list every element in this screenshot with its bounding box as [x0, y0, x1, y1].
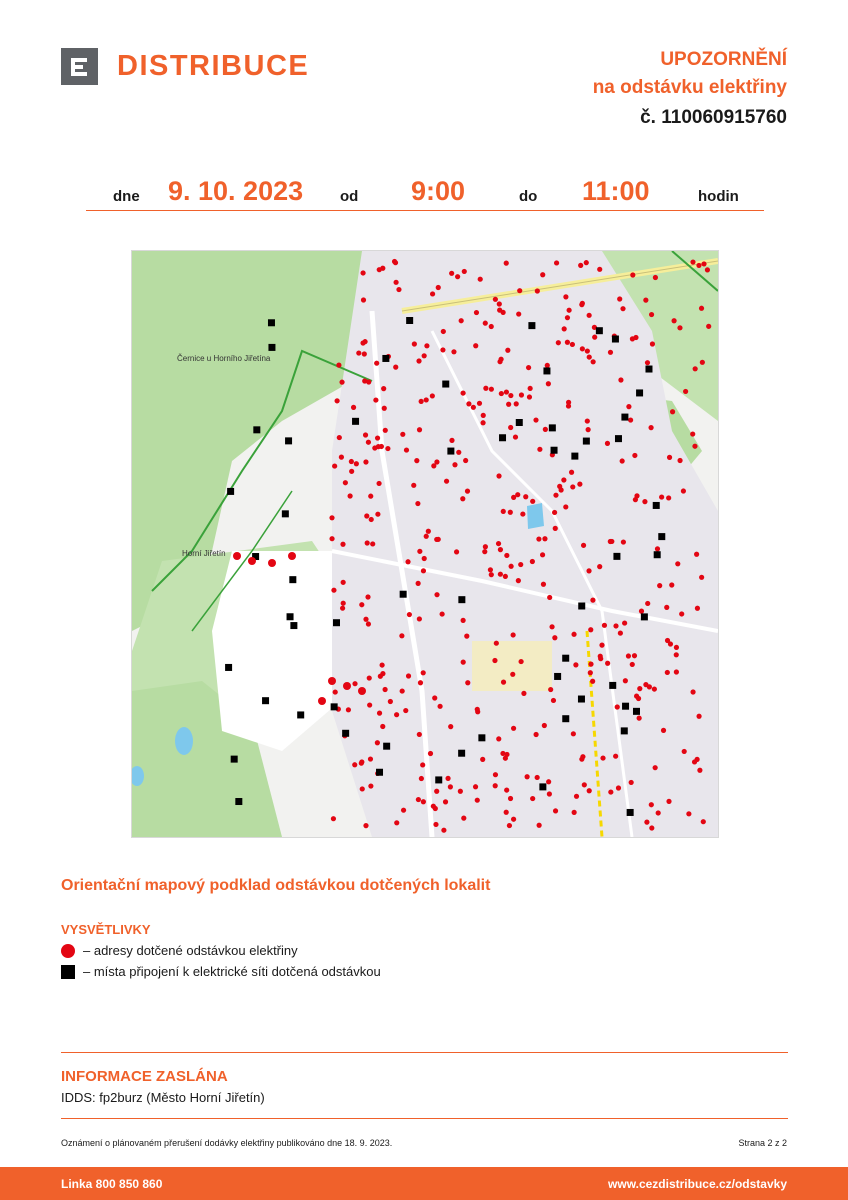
from-label: od — [340, 188, 359, 205]
map-label-cernice: Černice u Horního Jiřetína — [177, 354, 271, 363]
divider — [61, 1052, 788, 1053]
hotline: Linka 800 850 860 — [61, 1177, 163, 1191]
outage-map — [131, 250, 719, 838]
info-title: INFORMACE ZASLÁNA — [61, 1068, 228, 1085]
outage-date: 9. 10. 2023 — [168, 176, 304, 206]
hours-label: hodin — [698, 188, 739, 205]
legend-item-addresses — [61, 943, 298, 958]
website-link[interactable]: www.cezdistribuce.cz/odstavky — [608, 1177, 787, 1191]
time-to: 11:00 — [582, 176, 650, 206]
to-label: do — [519, 188, 538, 205]
divider — [61, 1118, 788, 1119]
legend-item-connections — [61, 964, 381, 979]
cez-logo-icon — [61, 48, 98, 85]
info-recipient: IDDS: fp2burz (Město Horní Jiřetín) — [61, 1090, 265, 1105]
outage-schedule — [86, 172, 764, 211]
date-label: dne — [113, 188, 140, 205]
notice-number: č. 110060915760 — [640, 107, 787, 128]
company-logo — [61, 48, 309, 85]
time-from: 9:00 — [411, 176, 466, 206]
notice-subtitle: na odstávku elektřiny — [592, 77, 787, 98]
legend-title: VYSVĚTLIVKY — [61, 922, 151, 937]
footer-bar — [0, 1167, 848, 1200]
notice-title: UPOZORNĚNÍ — [660, 49, 787, 70]
map-caption: Orientační mapový podklad odstávkou dotčených lokalit — [61, 877, 491, 894]
page-number: Strana 2 z 2 — [738, 1138, 787, 1148]
black-square-icon — [61, 965, 75, 979]
legend-text-addresses: – adresy dotčené odstávkou elektřiny — [83, 943, 298, 958]
publication-note: Oznámení o plánovaném přerušení dodávky elektřiny publikováno dne 18. 9. 2023. — [61, 1138, 393, 1148]
logo-text: DISTRIBUCE — [117, 50, 310, 82]
map-label-horni-jiretin: Horní Jiřetín — [182, 549, 226, 558]
map-image — [132, 251, 718, 837]
notice-header — [593, 47, 787, 133]
legend-text-connections: – místa připojení k elektrické síti dotčená odstávkou — [83, 964, 381, 979]
red-dot-icon — [61, 944, 75, 958]
